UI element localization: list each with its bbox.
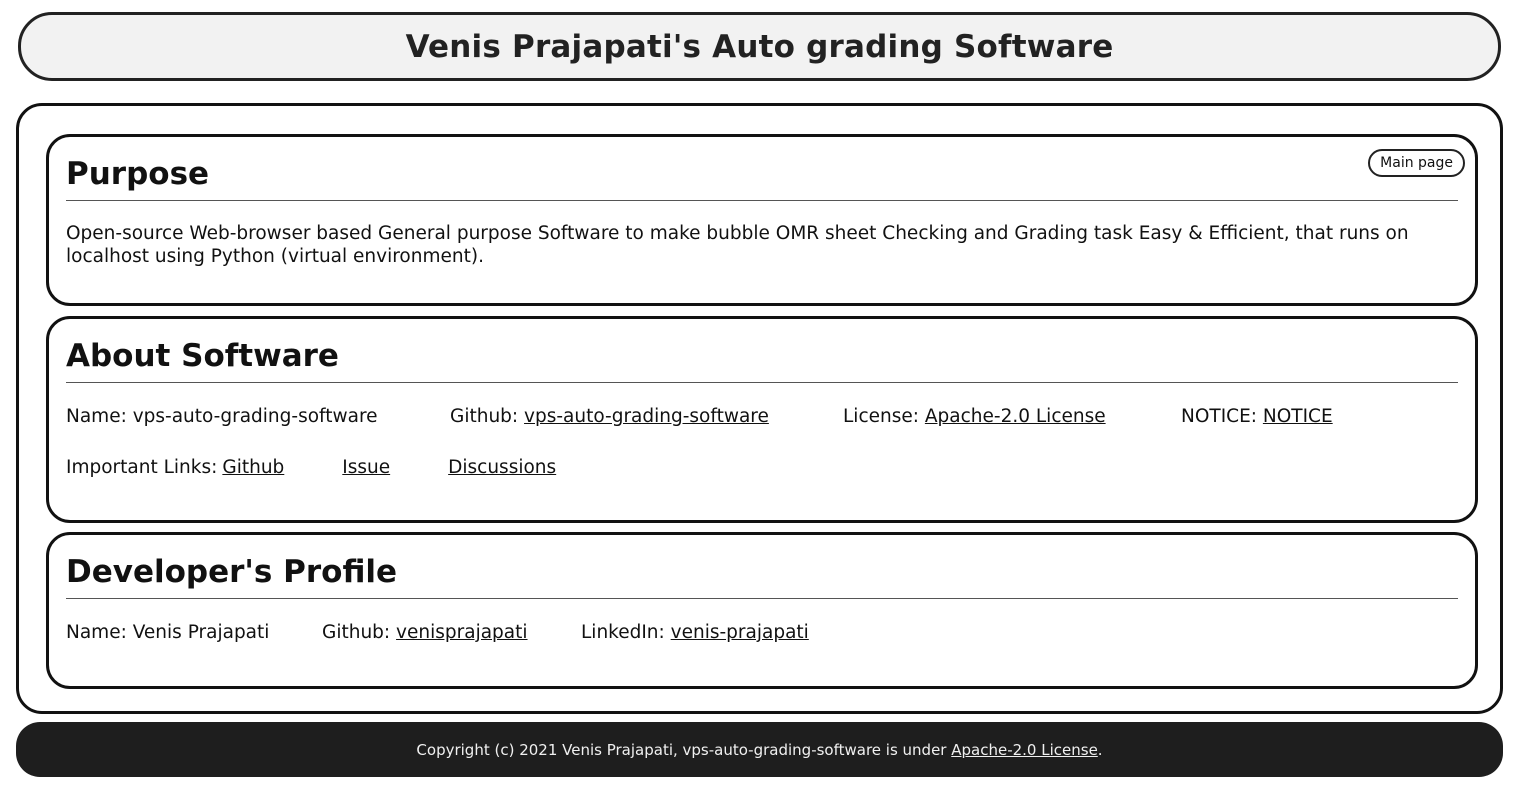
about-software-card [46,316,1478,523]
software-name [66,405,450,429]
divider [66,200,1458,201]
developer-profile-heading: Developer's Profile [66,554,398,590]
software-notice-label: NOTICE: [1181,406,1257,427]
developer-linkedin-link[interactable]: venis-prajapati [670,622,809,643]
developer-github-link[interactable]: venisprajapati [396,622,528,643]
software-notice [1181,405,1333,429]
developer-linkedin [581,621,809,645]
software-github-label: Github: [450,406,519,427]
developer-github-label: Github: [322,622,391,643]
developer-info-row [66,621,1458,645]
copyright-text-before: Copyright (c) 2021 Venis Prajapati, vps-auto-grading-software is under [416,740,952,759]
purpose-heading: Purpose [66,156,210,192]
important-link-discussions[interactable]: Discussions [448,457,557,478]
software-notice-link[interactable]: NOTICE [1262,406,1333,427]
developer-name-label: Name: [66,622,127,643]
important-link-issue[interactable]: Issue [342,457,391,478]
important-link-github[interactable]: Github [222,457,285,478]
purpose-text: Open-source Web-browser based General purpose Software to make bubble OMR sheet Checking and Grading task Easy & Efficient, that runs on localhost using Python (virtual environment). [66,223,1409,267]
software-github-link[interactable]: vps-auto-grading-software [524,406,769,427]
about-software-heading: About Software [66,338,339,374]
developer-name [66,621,322,645]
page-footer [16,722,1503,777]
software-name-label: Name: [66,406,127,427]
copyright-text-after: . [1097,740,1103,759]
software-github [450,405,843,429]
purpose-card [46,134,1478,306]
copyright-text [416,741,1102,759]
developer-github [322,621,581,645]
page-title: Venis Prajapati's Auto grading Software [405,28,1114,65]
software-license-link[interactable]: Apache-2.0 License [924,406,1106,427]
software-name-value: vps-auto-grading-software [132,406,378,427]
main-content [16,103,1503,714]
important-links-label: Important Links: [66,457,218,478]
software-info-row [66,405,1458,429]
main-page-button[interactable]: Main page [1368,149,1465,177]
software-license-label: License: [843,406,919,427]
developer-profile-card [46,532,1478,689]
important-links-row [66,456,1458,480]
developer-name-value: Venis Prajapati [132,622,270,643]
software-license [843,405,1181,429]
developer-linkedin-label: LinkedIn: [581,622,665,643]
page-header [18,12,1501,81]
divider [66,382,1458,383]
footer-license-link[interactable]: Apache-2.0 License [951,740,1098,759]
divider [66,598,1458,599]
